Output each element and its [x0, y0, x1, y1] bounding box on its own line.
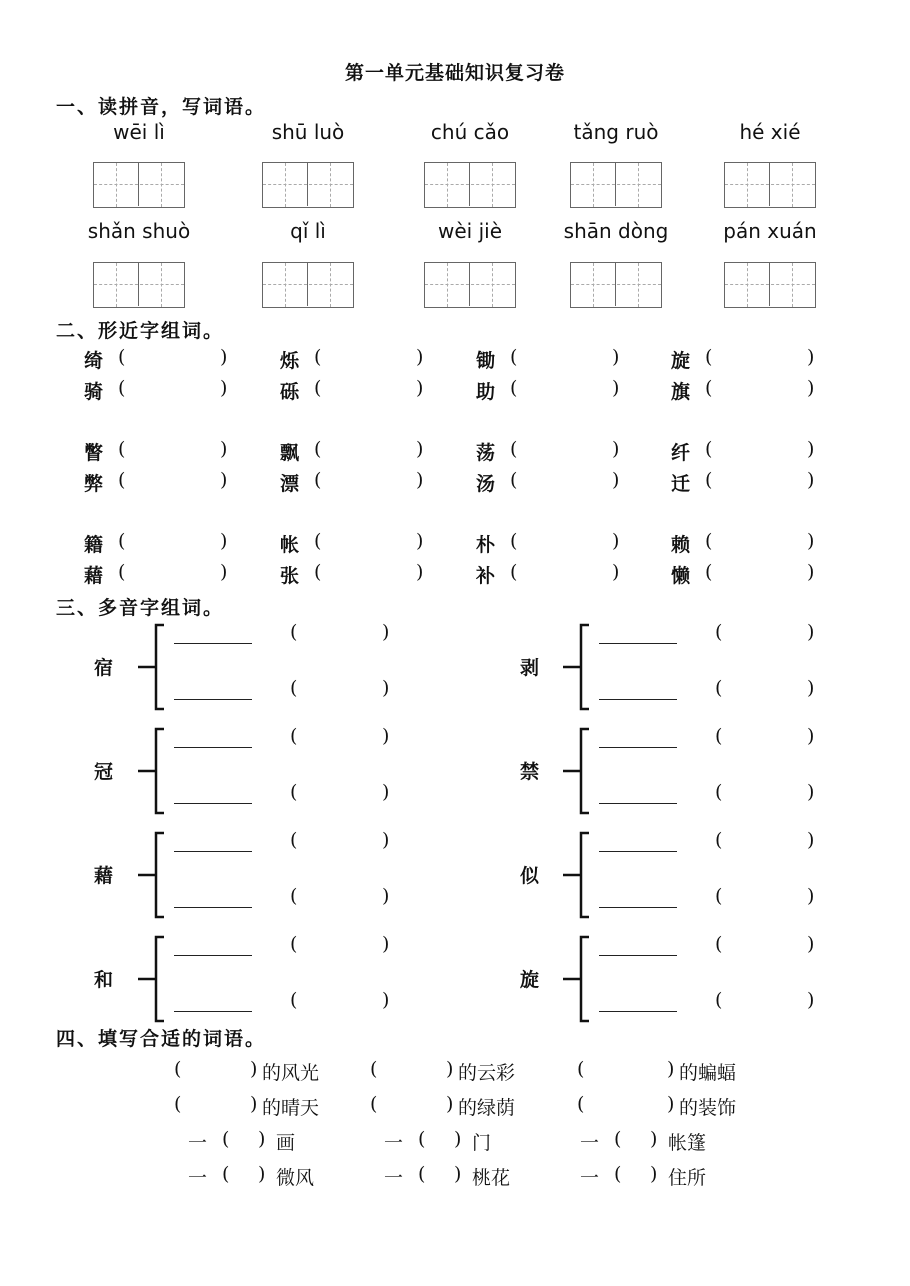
paren-open: (	[418, 1163, 426, 1185]
paren-open: (	[118, 346, 126, 368]
paren-close: )	[650, 1128, 658, 1150]
word-blank-line[interactable]	[599, 851, 677, 852]
yi-char: 一	[580, 1167, 600, 1189]
pinyin-label: hé xié	[739, 120, 801, 144]
paren-close: )	[220, 469, 228, 491]
paren-close: )	[382, 989, 390, 1011]
paren-close: )	[258, 1128, 266, 1150]
grid-guide	[116, 163, 117, 207]
paren-close: )	[807, 621, 815, 643]
paren-close: )	[807, 677, 815, 699]
similar-char: 藉	[84, 565, 104, 587]
paren-open: (	[510, 530, 518, 552]
paren-open: (	[118, 438, 126, 460]
grid-guide	[94, 184, 184, 185]
similar-char: 汤	[476, 473, 496, 495]
grid-guide	[330, 163, 331, 207]
paren-open: (	[222, 1163, 230, 1185]
similar-char: 张	[280, 565, 300, 587]
polyphone-char: 和	[94, 969, 114, 991]
grid-guide	[263, 284, 353, 285]
paren-open: (	[614, 1163, 622, 1185]
paren-open: (	[370, 1058, 378, 1080]
word-blank-line[interactable]	[174, 955, 252, 956]
word-blank-line[interactable]	[174, 1011, 252, 1012]
paren-close: )	[807, 725, 815, 747]
paren-close: )	[382, 885, 390, 907]
word-answer-blank[interactable]	[524, 438, 610, 462]
similar-char: 纤	[671, 442, 691, 464]
similar-char: 籍	[84, 534, 104, 556]
paren-open: (	[290, 885, 298, 907]
pinyin-label: tǎng ruò	[573, 120, 659, 144]
paren-close: )	[258, 1163, 266, 1185]
paren-open: (	[705, 530, 713, 552]
paren-open: (	[510, 346, 518, 368]
paren-close: )	[612, 346, 620, 368]
character-grid[interactable]	[570, 162, 662, 208]
grid-guide	[94, 284, 184, 285]
paren-open: (	[510, 438, 518, 460]
word-answer-blank[interactable]	[132, 438, 218, 462]
paren-close: )	[807, 933, 815, 955]
paren-open: (	[118, 377, 126, 399]
paren-close: )	[454, 1163, 462, 1185]
paren-close: )	[416, 438, 424, 460]
brace-icon	[561, 935, 593, 1025]
word-blank-line[interactable]	[174, 699, 252, 700]
paren-open: (	[290, 933, 298, 955]
paren-close: )	[220, 346, 228, 368]
paren-close: )	[220, 530, 228, 552]
paren-close: )	[250, 1093, 258, 1115]
polyphone-char: 剥	[520, 657, 540, 679]
paren-close: )	[667, 1058, 675, 1080]
grid-guide	[571, 284, 661, 285]
character-grid[interactable]	[724, 162, 816, 208]
grid-guide	[447, 263, 448, 307]
grid-guide	[725, 184, 815, 185]
similar-char: 帐	[280, 534, 300, 556]
grid-guide	[492, 163, 493, 207]
paren-close: )	[807, 469, 815, 491]
phrase-text: 住所	[668, 1167, 707, 1189]
word-answer-blank[interactable]	[719, 530, 805, 554]
similar-char: 补	[476, 565, 496, 587]
phrase-text: 门	[472, 1132, 492, 1154]
paren-open: (	[314, 377, 322, 399]
paren-open: (	[174, 1058, 182, 1080]
grid-guide	[161, 263, 162, 307]
polyphone-char: 宿	[94, 657, 114, 679]
similar-char: 旋	[671, 350, 691, 372]
word-blank-line[interactable]	[599, 907, 677, 908]
phrase-text: 桃花	[472, 1167, 511, 1189]
word-answer-blank[interactable]	[524, 561, 610, 585]
paren-open: (	[510, 469, 518, 491]
similar-char: 荡	[476, 442, 496, 464]
section-1-heading: 一、读拼音，写词语。	[56, 96, 267, 118]
paren-close: )	[807, 989, 815, 1011]
yi-char: 一	[188, 1132, 208, 1154]
word-answer-blank[interactable]	[328, 530, 414, 554]
grid-guide	[571, 184, 661, 185]
word-answer-blank[interactable]	[132, 377, 218, 401]
word-blank-line[interactable]	[599, 1011, 677, 1012]
word-answer-blank[interactable]	[328, 438, 414, 462]
paren-close: )	[416, 561, 424, 583]
paren-open: (	[314, 530, 322, 552]
brace-icon	[136, 727, 168, 817]
grid-guide	[285, 263, 286, 307]
pinyin-label: shǎn shuò	[87, 219, 191, 243]
brace-icon	[136, 831, 168, 921]
paren-open: (	[510, 377, 518, 399]
paren-open: (	[314, 561, 322, 583]
character-grid[interactable]	[93, 262, 185, 308]
grid-guide	[747, 163, 748, 207]
grid-guide	[263, 184, 353, 185]
phrase-text: 的风光	[262, 1062, 320, 1084]
paren-close: )	[220, 377, 228, 399]
paren-open: (	[705, 561, 713, 583]
character-grid[interactable]	[262, 262, 354, 308]
character-grid[interactable]	[424, 262, 516, 308]
section-3-heading: 三、多音字组词。	[56, 597, 225, 619]
paren-close: )	[416, 469, 424, 491]
phrase-text: 的蝙蝠	[679, 1062, 737, 1084]
similar-char: 锄	[476, 350, 496, 372]
character-grid[interactable]	[570, 262, 662, 308]
paren-open: (	[510, 561, 518, 583]
paren-close: )	[220, 561, 228, 583]
word-answer-blank[interactable]	[328, 561, 414, 585]
brace-icon	[561, 831, 593, 921]
grid-guide	[425, 184, 515, 185]
similar-char: 烁	[280, 350, 300, 372]
paren-close: )	[807, 346, 815, 368]
word-blank-line[interactable]	[174, 747, 252, 748]
paren-open: (	[705, 346, 713, 368]
grid-guide	[492, 263, 493, 307]
paren-open: (	[715, 725, 723, 747]
word-blank-line[interactable]	[174, 643, 252, 644]
grid-guide	[638, 263, 639, 307]
paren-open: (	[705, 377, 713, 399]
word-answer-blank[interactable]	[328, 469, 414, 493]
paren-open: (	[290, 677, 298, 699]
similar-char: 瞥	[84, 442, 104, 464]
phrase-text: 画	[276, 1132, 296, 1154]
paren-open: (	[614, 1128, 622, 1150]
paren-open: (	[118, 561, 126, 583]
paren-close: )	[612, 438, 620, 460]
word-blank-line[interactable]	[599, 803, 677, 804]
character-grid[interactable]	[424, 162, 516, 208]
paren-open: (	[577, 1058, 585, 1080]
paren-open: (	[314, 438, 322, 460]
paren-close: )	[650, 1163, 658, 1185]
word-blank-line[interactable]	[599, 699, 677, 700]
word-answer-blank[interactable]	[328, 346, 414, 370]
word-answer-blank[interactable]	[524, 530, 610, 554]
paren-close: )	[220, 438, 228, 460]
phrase-text: 的绿荫	[458, 1097, 516, 1119]
paren-open: (	[715, 621, 723, 643]
similar-char: 懒	[671, 565, 691, 587]
pinyin-label: chú cǎo	[430, 120, 510, 144]
paren-close: )	[382, 677, 390, 699]
paren-close: )	[250, 1058, 258, 1080]
paren-close: )	[382, 933, 390, 955]
paren-close: )	[807, 377, 815, 399]
paren-open: (	[290, 725, 298, 747]
yi-char: 一	[580, 1132, 600, 1154]
paren-open: (	[118, 530, 126, 552]
grid-guide	[425, 284, 515, 285]
paren-close: )	[807, 885, 815, 907]
similar-char: 赖	[671, 534, 691, 556]
paren-close: )	[612, 530, 620, 552]
yi-char: 一	[384, 1167, 404, 1189]
similar-char: 砾	[280, 381, 300, 403]
grid-guide	[447, 163, 448, 207]
paren-open: (	[290, 829, 298, 851]
word-answer-blank[interactable]	[719, 469, 805, 493]
word-answer-blank[interactable]	[132, 530, 218, 554]
paren-close: )	[612, 469, 620, 491]
similar-char: 弊	[84, 473, 104, 495]
yi-char: 一	[384, 1132, 404, 1154]
paren-open: (	[715, 989, 723, 1011]
word-answer-blank[interactable]	[524, 346, 610, 370]
paren-open: (	[715, 933, 723, 955]
character-grid[interactable]	[93, 162, 185, 208]
similar-char: 迁	[671, 473, 691, 495]
phrase-text: 的晴天	[262, 1097, 320, 1119]
paren-close: )	[382, 781, 390, 803]
section-2-heading: 二、形近字组词。	[56, 320, 225, 342]
page-title: 第一单元基础知识复习卷	[344, 62, 565, 84]
grid-guide	[792, 263, 793, 307]
phrase-text: 的装饰	[679, 1097, 737, 1119]
similar-char: 骑	[84, 381, 104, 403]
paren-open: (	[222, 1128, 230, 1150]
phrase-text: 帐篷	[668, 1132, 707, 1154]
grid-guide	[725, 284, 815, 285]
paren-close: )	[416, 377, 424, 399]
similar-char: 飘	[280, 442, 300, 464]
similar-char: 旗	[671, 381, 691, 403]
paren-open: (	[715, 677, 723, 699]
word-answer-blank[interactable]	[132, 346, 218, 370]
grid-guide	[593, 163, 594, 207]
word-answer-blank[interactable]	[719, 377, 805, 401]
word-answer-blank[interactable]	[524, 377, 610, 401]
paren-open: (	[715, 885, 723, 907]
paren-open: (	[314, 469, 322, 491]
pinyin-label: pán xuán	[723, 219, 817, 243]
pinyin-label: wèi jiè	[438, 219, 502, 243]
word-answer-blank[interactable]	[132, 561, 218, 585]
grid-guide	[593, 263, 594, 307]
paren-close: )	[612, 377, 620, 399]
grid-guide	[161, 163, 162, 207]
phrase-text: 微风	[276, 1167, 315, 1189]
polyphone-char: 藉	[94, 865, 114, 887]
grid-guide	[747, 263, 748, 307]
pinyin-label: wēi lì	[113, 120, 165, 144]
paren-close: )	[807, 561, 815, 583]
character-grid[interactable]	[262, 162, 354, 208]
polyphone-char: 似	[520, 865, 540, 887]
pinyin-label: shū luò	[271, 120, 345, 144]
paren-open: (	[577, 1093, 585, 1115]
word-blank-line[interactable]	[174, 803, 252, 804]
paren-open: (	[370, 1093, 378, 1115]
paren-close: )	[416, 530, 424, 552]
word-blank-line[interactable]	[599, 955, 677, 956]
paren-close: )	[416, 346, 424, 368]
word-answer-blank[interactable]	[719, 346, 805, 370]
paren-open: (	[290, 781, 298, 803]
word-answer-blank[interactable]	[719, 438, 805, 462]
paren-open: (	[314, 346, 322, 368]
paren-open: (	[174, 1093, 182, 1115]
phrase-text: 的云彩	[458, 1062, 516, 1084]
paren-open: (	[705, 469, 713, 491]
paren-close: )	[667, 1093, 675, 1115]
polyphone-char: 禁	[520, 761, 540, 783]
pinyin-label: qǐ lì	[290, 219, 326, 243]
similar-char: 漂	[280, 473, 300, 495]
paren-close: )	[382, 621, 390, 643]
paren-close: )	[382, 725, 390, 747]
brace-icon	[136, 623, 168, 713]
word-answer-blank[interactable]	[132, 469, 218, 493]
word-blank-line[interactable]	[599, 643, 677, 644]
paren-close: )	[446, 1093, 454, 1115]
word-answer-blank[interactable]	[524, 469, 610, 493]
word-answer-blank[interactable]	[719, 561, 805, 585]
paren-open: (	[290, 989, 298, 1011]
paren-close: )	[454, 1128, 462, 1150]
grid-guide	[116, 263, 117, 307]
paren-close: )	[807, 781, 815, 803]
word-blank-line[interactable]	[174, 907, 252, 908]
paren-open: (	[418, 1128, 426, 1150]
grid-guide	[792, 163, 793, 207]
grid-guide	[285, 163, 286, 207]
paren-open: (	[715, 829, 723, 851]
paren-close: )	[807, 438, 815, 460]
polyphone-char: 冠	[94, 761, 114, 783]
brace-icon	[561, 623, 593, 713]
word-answer-blank[interactable]	[328, 377, 414, 401]
paren-open: (	[290, 621, 298, 643]
paren-open: (	[705, 438, 713, 460]
similar-char: 助	[476, 381, 496, 403]
character-grid[interactable]	[724, 262, 816, 308]
paren-close: )	[807, 829, 815, 851]
paren-close: )	[382, 829, 390, 851]
brace-icon	[136, 935, 168, 1025]
similar-char: 绮	[84, 350, 104, 372]
word-blank-line[interactable]	[174, 851, 252, 852]
grid-guide	[330, 263, 331, 307]
section-4-heading: 四、填写合适的词语。	[56, 1028, 267, 1050]
pinyin-label: shān dòng	[563, 219, 669, 243]
yi-char: 一	[188, 1167, 208, 1189]
paren-close: )	[807, 530, 815, 552]
grid-guide	[638, 163, 639, 207]
polyphone-char: 旋	[520, 969, 540, 991]
paren-close: )	[446, 1058, 454, 1080]
paren-open: (	[715, 781, 723, 803]
brace-icon	[561, 727, 593, 817]
word-blank-line[interactable]	[599, 747, 677, 748]
similar-char: 朴	[476, 534, 496, 556]
paren-open: (	[118, 469, 126, 491]
paren-close: )	[612, 561, 620, 583]
